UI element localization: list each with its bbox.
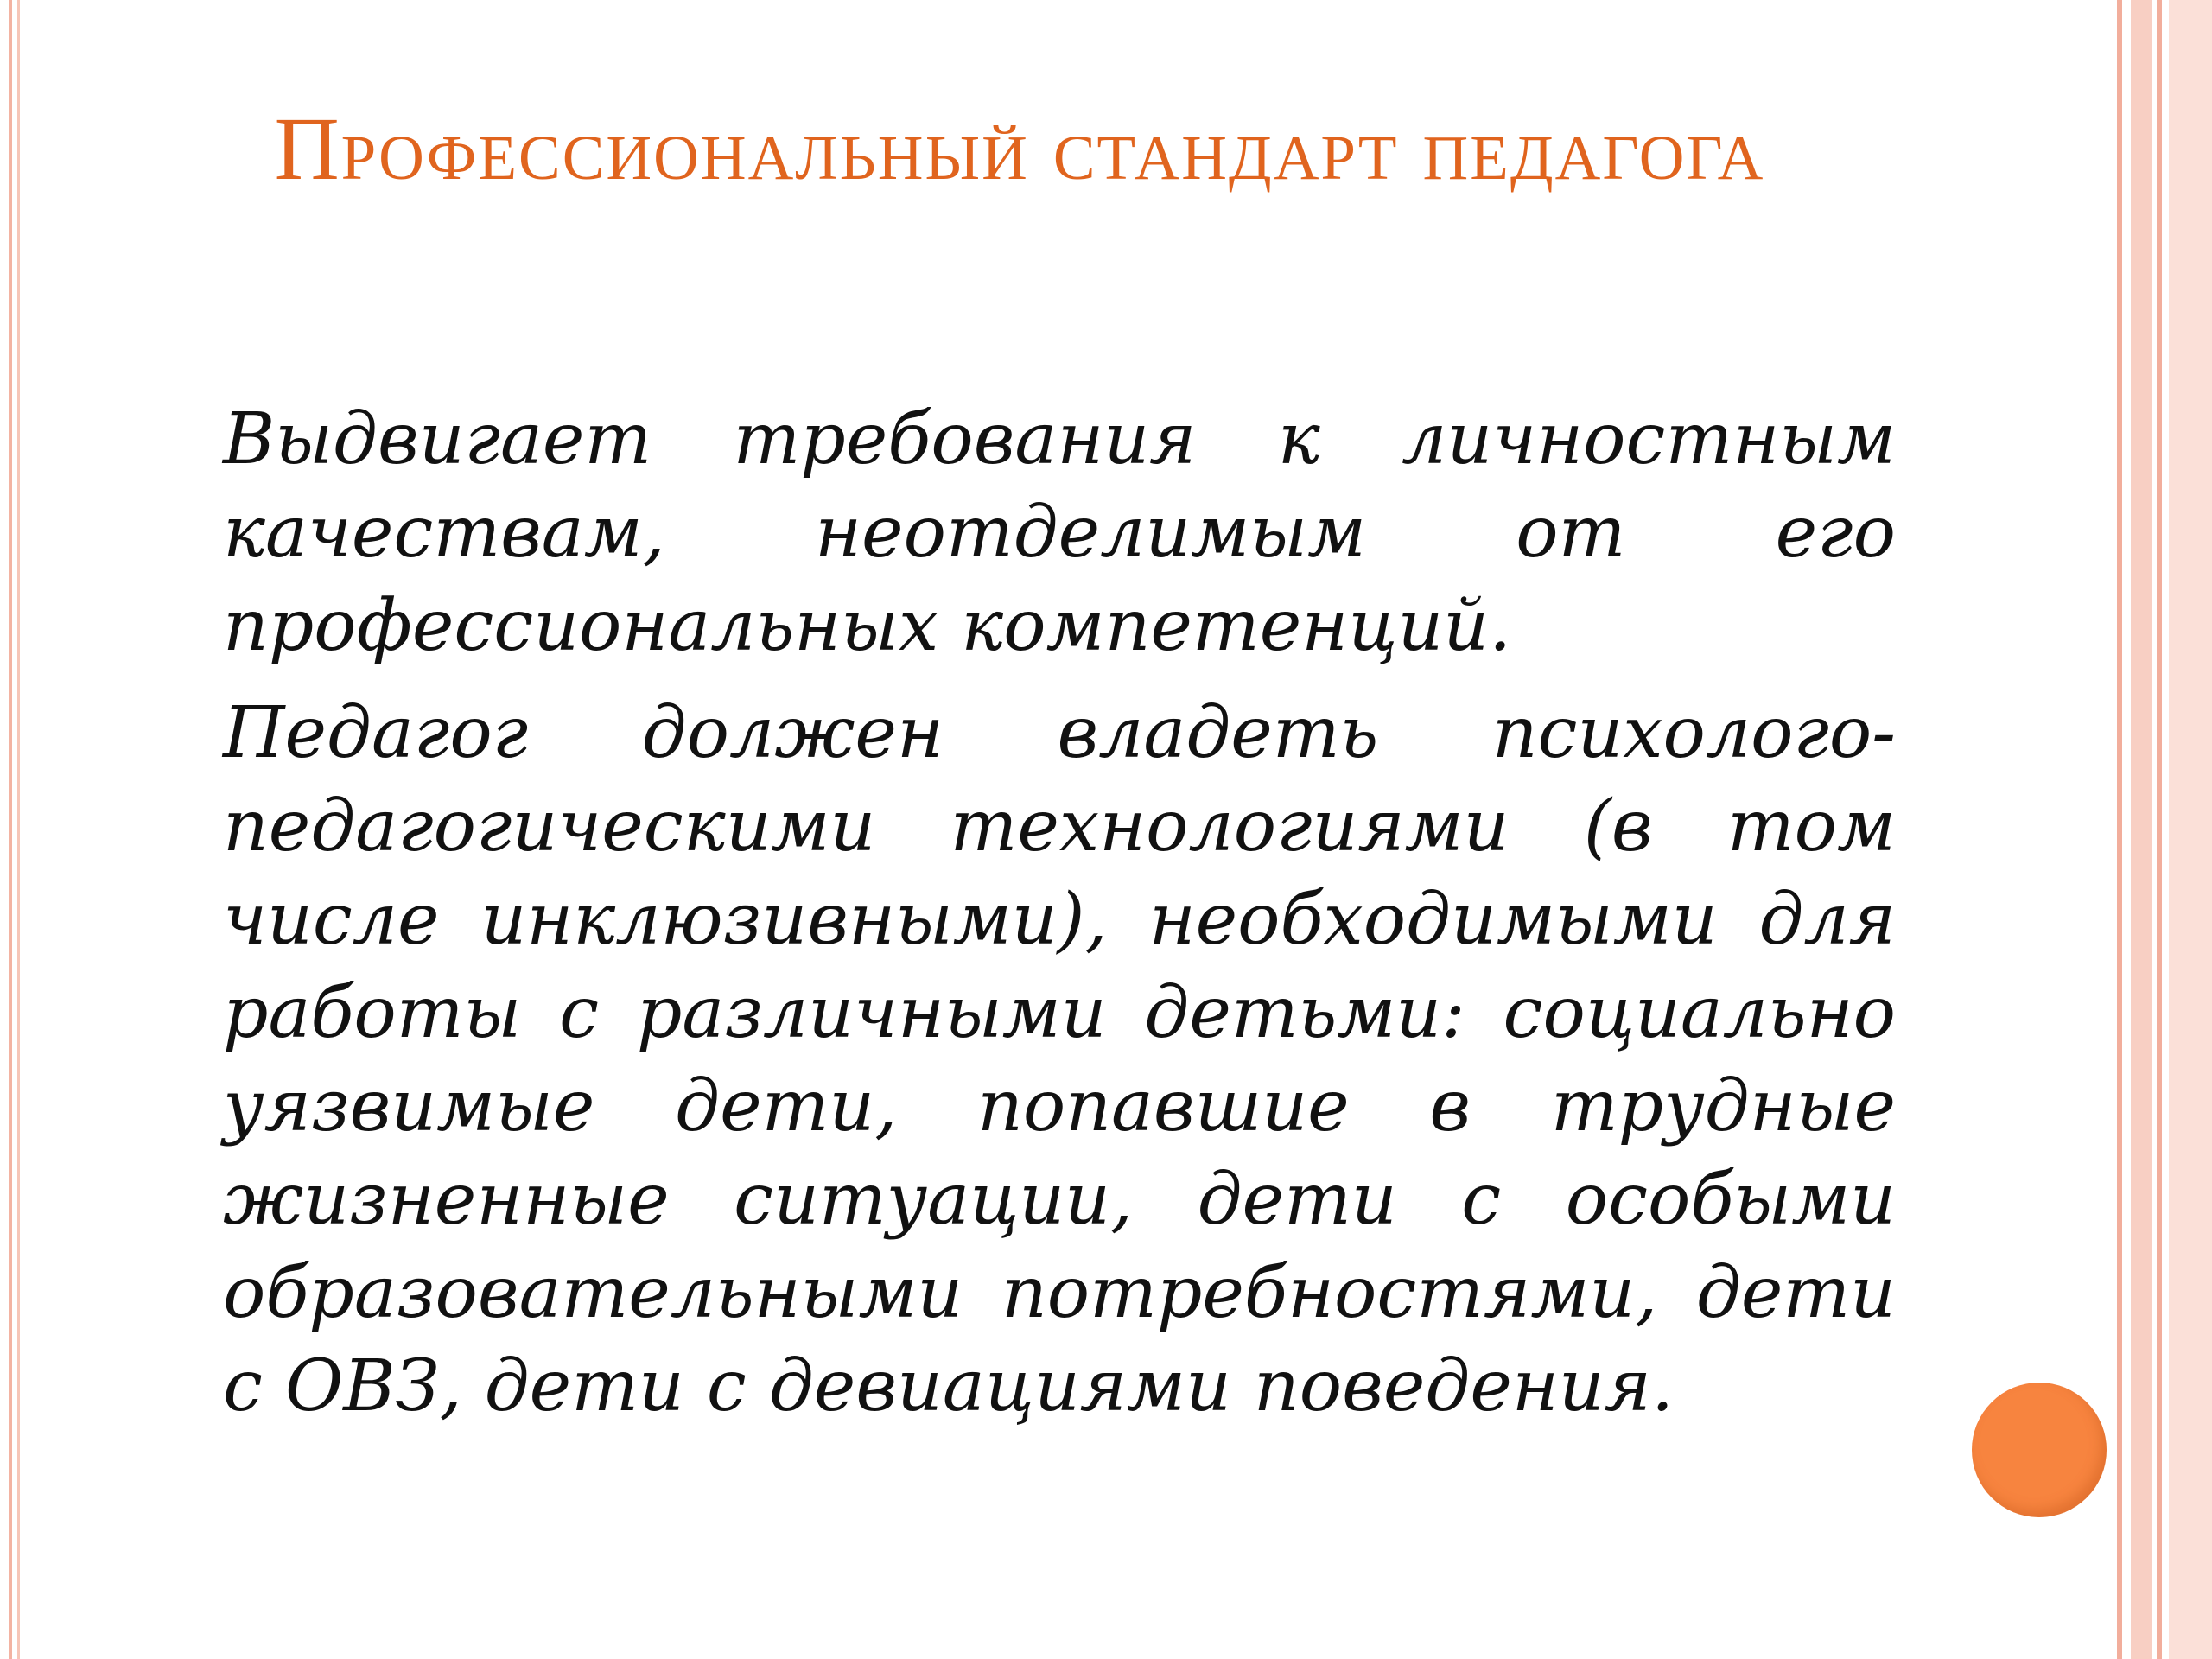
right-decor-stripe xyxy=(2131,0,2152,1659)
decorative-circle-icon xyxy=(1972,1382,2107,1517)
left-border-line-inner xyxy=(17,0,20,1659)
slide-title: Профессиональный стандарт педагога xyxy=(274,99,1765,199)
slide-body xyxy=(223,393,1896,1447)
paragraph-requirements: Выдвигает требования к личностным качествам, неотделимым от его профессиональных компетенций. xyxy=(223,398,1896,667)
right-decor-stripe xyxy=(2157,0,2162,1659)
right-decor-stripe xyxy=(2169,0,2212,1659)
right-decor-stripe xyxy=(2117,0,2122,1659)
left-border-line xyxy=(9,0,12,1659)
paragraph-technologies: Педагог должен владеть психолого-педагогическими технологиями (в том числе инклюзивными), необходимыми для работы с различными детьми: социально уязвимые дети, попавшие в трудные жизненные ситуации, дети с особыми образовательными потребностями, дети с ОВЗ, дети с девиациями поведения. xyxy=(223,692,1896,1427)
